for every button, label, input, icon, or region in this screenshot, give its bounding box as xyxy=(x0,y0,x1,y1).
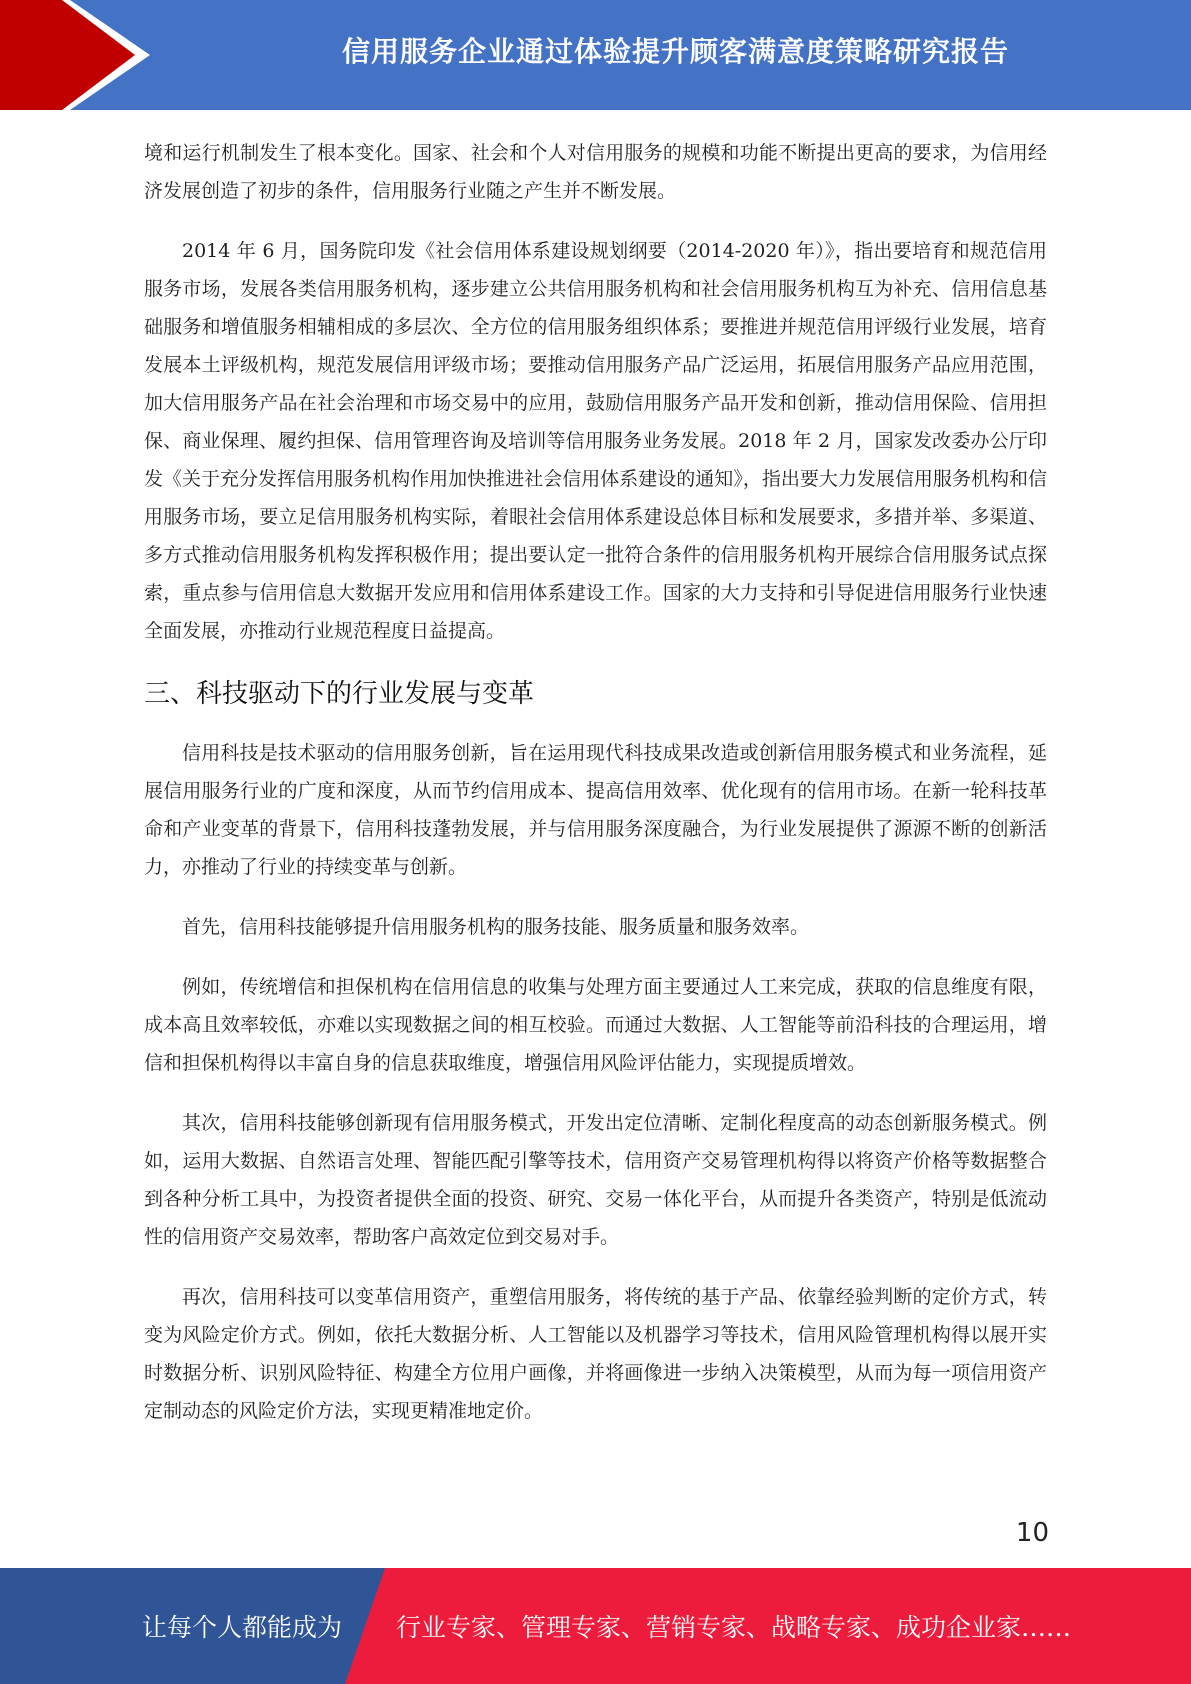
body-paragraph: 信用科技是技术驱动的信用服务创新，旨在运用现代科技成果改造或创新信用服务模式和业务流程，延展信用服务行业的广度和深度，从而节约信用成本、提高信用效率、优化现有的信用市场。在新一轮科技革命和产业变革的背景下，信用科技蓬勃发展，并与信用服务深度融合，为行业发展提供了源源不断的创新活力，亦推动了行业的持续变革与创新。 xyxy=(144,742,1047,878)
body-paragraph: 首先，信用科技能够提升信用服务机构的服务技能、服务质量和服务效率。 xyxy=(182,916,810,938)
body-paragraph: 其次，信用科技能够创新现有信用服务模式，开发出定位清晰、定制化程度高的动态创新服务模式。例如，运用大数据、自然语言处理、智能匹配引擎等技术，信用资产交易管理机构得以将资产价格等数据整合到各种分析工具中，为投资者提供全面的投资、研究、交易一体化平台，从而提升各类资产，特别是低流动性的信用资产交易效率，帮助客户高效定位到交易对手。 xyxy=(144,1112,1047,1248)
body-paragraph: 再次，信用科技可以变革信用资产，重塑信用服务，将传统的基于产品、依靠经验判断的定价方式，转变为风险定价方式。例如，依托大数据分析、人工智能以及机器学习等技术，信用风险管理机构得以展开实时数据分析、识别风险特征、构建全方位用户画像，并将画像进一步纳入决策模型，从而为每一项信用资产定制动态的风险定价方法，实现更精准地定价。 xyxy=(144,1286,1047,1422)
report-title: 信用服务企业通过体验提升顾客满意度策略研究报告 xyxy=(341,35,1009,68)
footer-slogan-right: 行业专家、管理专家、营销专家、战略专家、成功企业家…… xyxy=(396,1613,1072,1642)
page-header xyxy=(0,0,1191,110)
header-arrow-decoration xyxy=(0,0,160,110)
body-paragraph: 例如，传统增信和担保机构在信用信息的收集与处理方面主要通过人工来完成，获取的信息维度有限，成本高且效率较低，亦难以实现数据之间的相互校验。而通过大数据、人工智能等前沿科技的合理运用，增信和担保机构得以丰富自身的信息获取维度，增强信用风险评估能力，实现提质增效。 xyxy=(144,976,1047,1074)
page-footer xyxy=(0,1568,1191,1684)
footer-slogan-left: 让每个人都能成为 xyxy=(142,1613,343,1642)
section-heading: 三、科技驱动下的行业发展与变革 xyxy=(144,679,535,709)
page-body xyxy=(144,134,1047,1452)
page-number: 10 xyxy=(1015,1518,1049,1548)
body-paragraph: 境和运行机制发生了根本变化。国家、社会和个人对信用服务的规模和功能不断提出更高的要求，为信用经济发展创造了初步的条件，信用服务行业随之产生并不断发展。 xyxy=(144,142,1047,202)
body-paragraph: 2014 年 6 月，国务院印发《社会信用体系建设规划纲要（2014-2020 年）》，指出要培育和规范信用服务市场，发展各类信用服务机构，逐步建立公共信用服务机构和社会信用服务机构互为补充、信用信息基础服务和增值服务相辅相成的多层次、全方位的信用服务组织体系；要推进并规范信用评级行业发展，培育发展本土评级机构，规范发展信用评级市场；要推动信用服务产品广泛运用，拓展信用服务产品应用范围，加大信用服务产品在社会治理和市场交易中的应用，鼓励信用服务产品开发和创新，推动信用保险、信用担保、商业保理、履约担保、信用管理咨询及培训等信用服务业务发展。2018 年 2 月，国家发改委办公厅印发《关于充分发挥信用服务机构作用加快推进社会信用体系建设的通知》，指出要大力发展信用服务机构和信用服务市场，要立足信用服务机构实际，着眼社会信用体系建设总体目标和发展要求，多措并举、多渠道、多方式推动信用服务机构发挥积极作用；提出要认定一批符合条件的信用服务机构开展综合信用服务试点探索，重点参与信用信息大数据开发应用和信用体系建设工作。国家的大力支持和引导促进信用服务行业快速全面发展，亦推动行业规范程度日益提高。 xyxy=(144,240,1047,642)
